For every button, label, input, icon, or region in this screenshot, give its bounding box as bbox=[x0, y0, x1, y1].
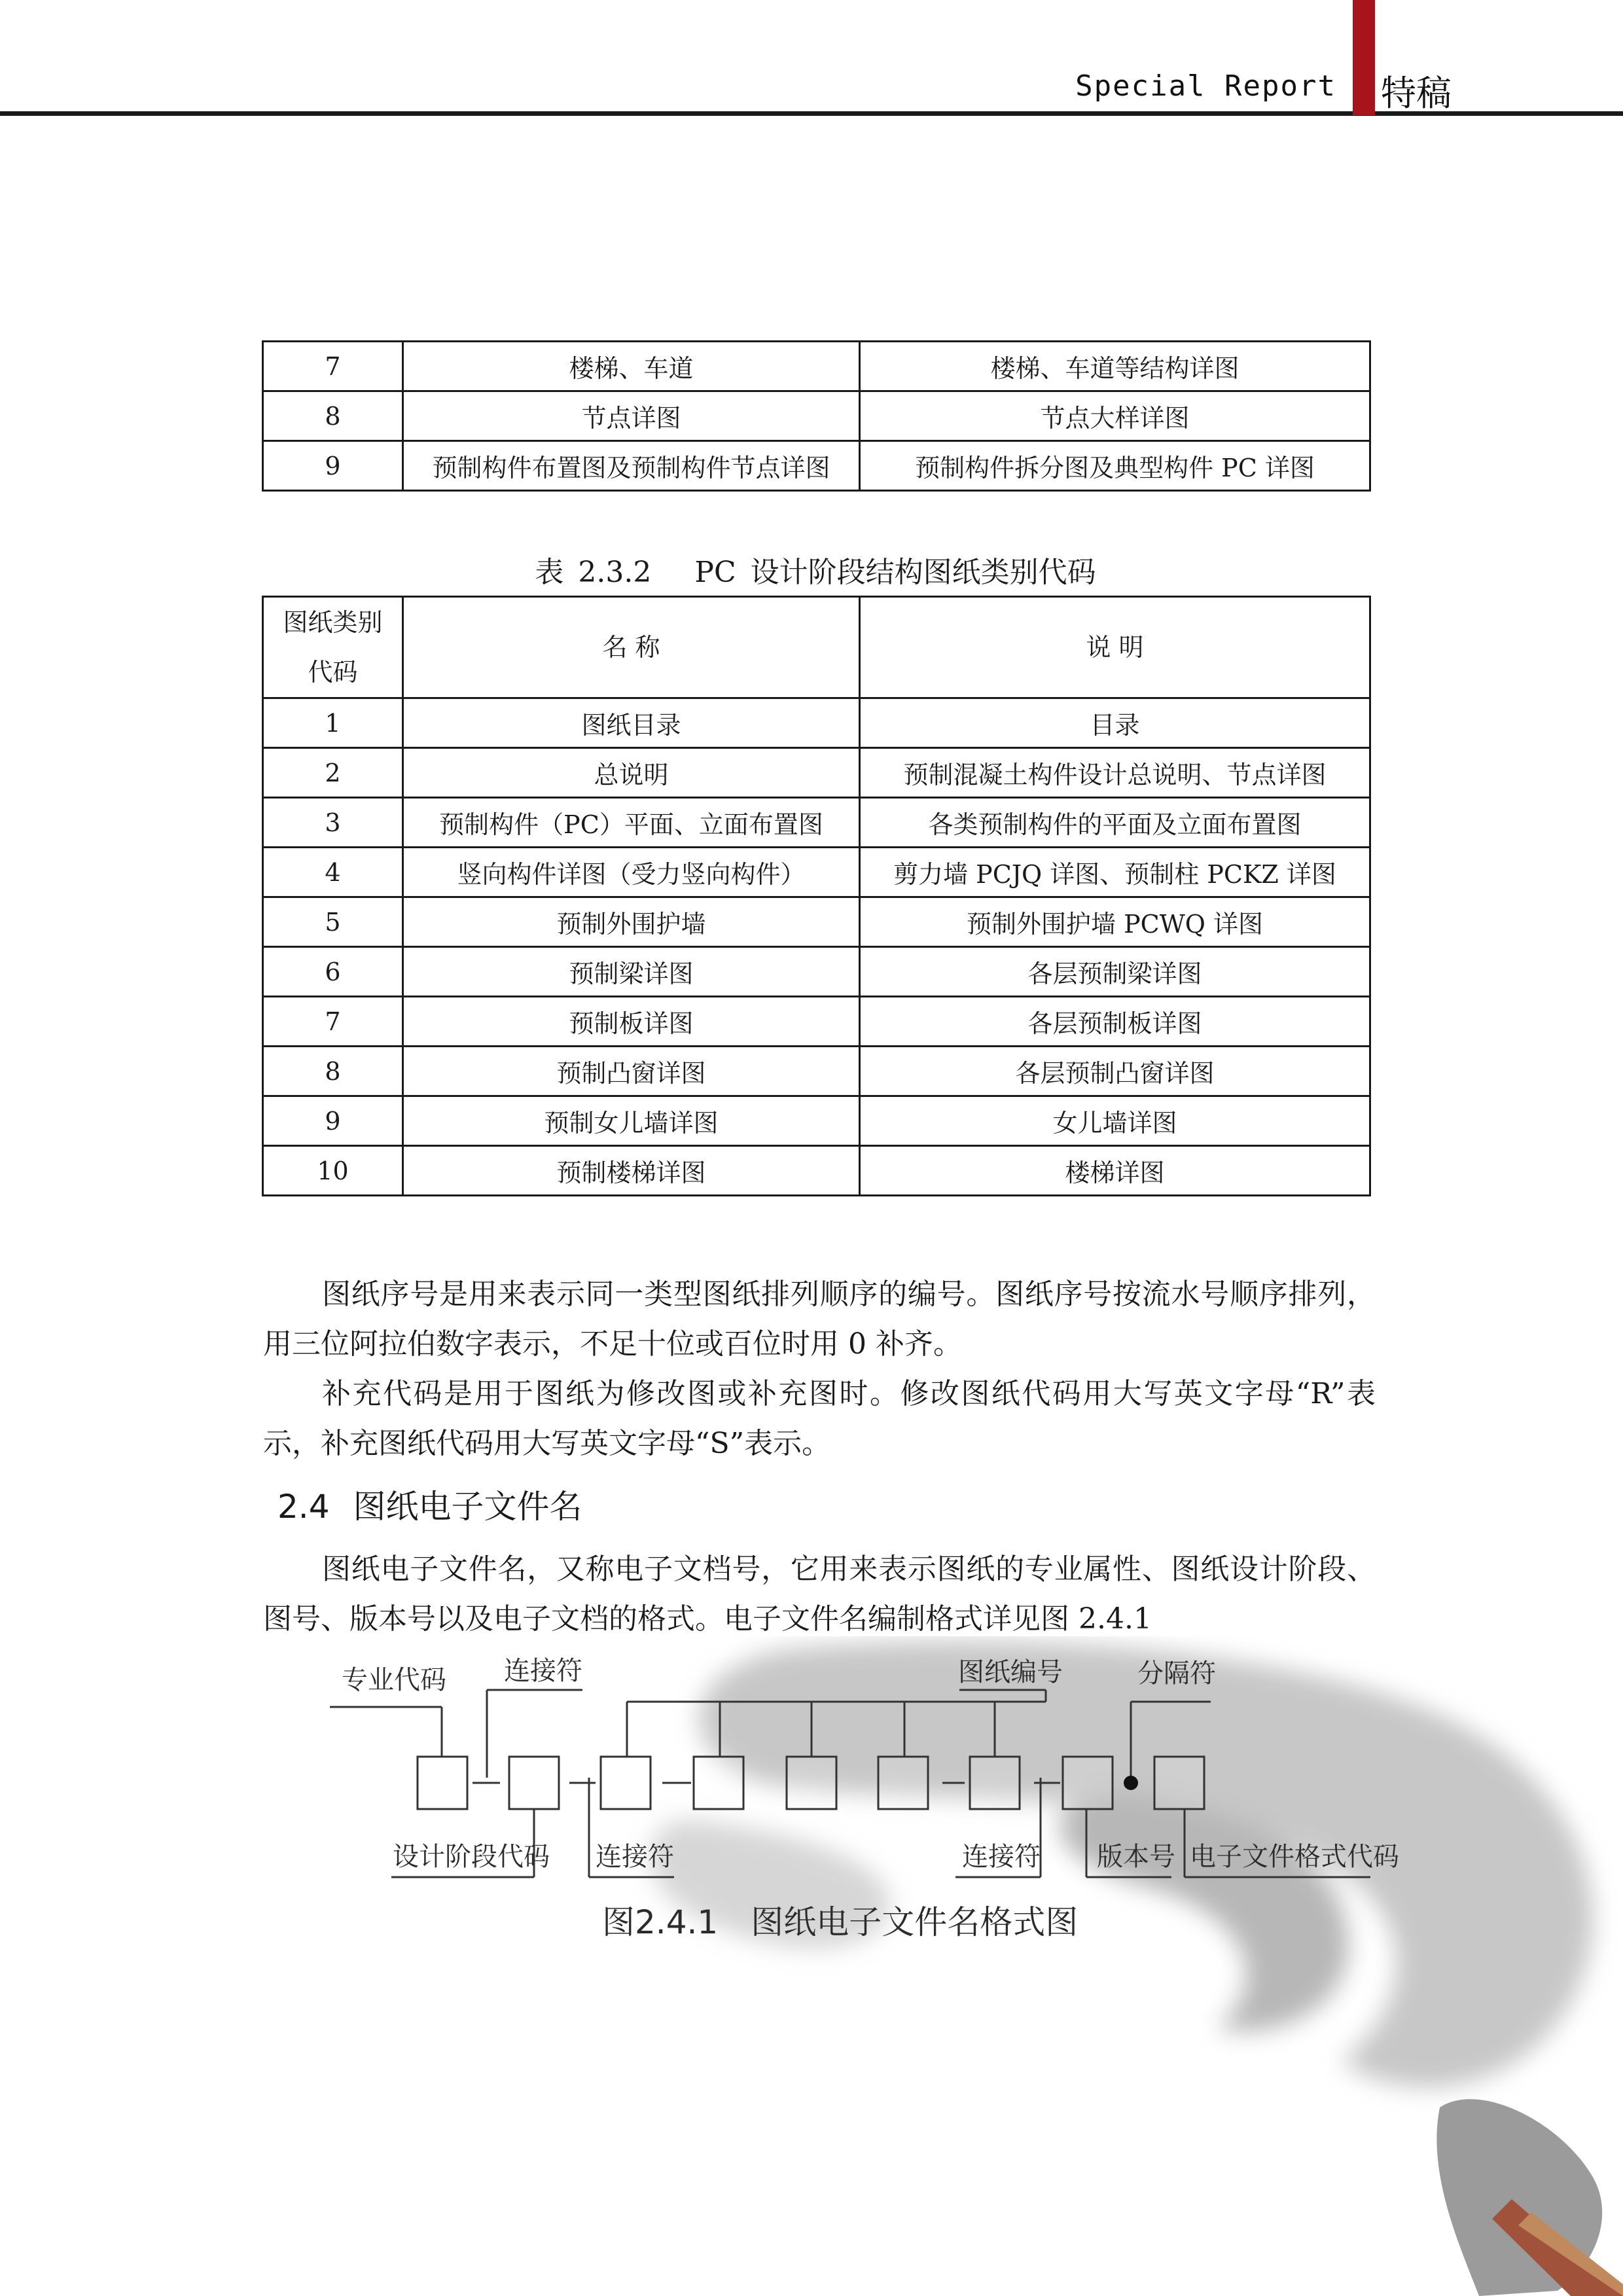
box-profession bbox=[418, 1757, 467, 1809]
table-row bbox=[263, 1146, 1370, 1196]
section-heading bbox=[277, 1480, 582, 1528]
table-cell-code: 5 bbox=[263, 897, 403, 947]
drawing-category-table bbox=[262, 596, 1371, 1196]
table-cell-code: 1 bbox=[263, 698, 403, 748]
paragraph-file-name: 图纸电子文件名，又称电子文档号，它用来表示图纸的专业属性、图纸设计阶段、图号、版本号以及电子文档的格式。电子文件名编制格式详见图 2.4.1 bbox=[263, 1552, 1376, 1636]
label-design-stage-code: 设计阶段代码 bbox=[393, 1842, 550, 1872]
box-design-stage bbox=[509, 1757, 559, 1809]
table-cell-code: 2 bbox=[263, 748, 403, 798]
label-drawing-number: 图纸编号 bbox=[958, 1657, 1063, 1687]
table-cell-desc: 目录 bbox=[860, 698, 1370, 748]
figure-boxes bbox=[418, 1757, 1204, 1809]
table-continued bbox=[262, 340, 1371, 492]
table-row bbox=[263, 1096, 1370, 1146]
table-cell-name: 预制构件布置图及预制构件节点详图 bbox=[403, 441, 860, 491]
header-code-line2: 代码 bbox=[308, 658, 358, 687]
separator-dot bbox=[1124, 1776, 1138, 1790]
table-row bbox=[263, 947, 1370, 997]
table-cell-name: 节点详图 bbox=[403, 391, 860, 441]
header-code-line1: 图纸类别 bbox=[283, 608, 383, 637]
header-cell-desc: 说 明 bbox=[860, 597, 1370, 698]
table-row bbox=[263, 1047, 1370, 1096]
table-row bbox=[263, 848, 1370, 897]
table-header-row bbox=[263, 597, 1370, 698]
table-cell-code: 3 bbox=[263, 798, 403, 848]
paragraph-serial-number: 图纸序号是用来表示同一类型图纸排列顺序的编号。图纸序号按流水号顺序排列，用三位阿拉伯数字表示，不足十位或百位时用 0 补齐。 bbox=[263, 1278, 1376, 1361]
table-cell-desc: 各层预制凸窗详图 bbox=[860, 1047, 1370, 1096]
table-cell-desc: 楼梯、车道等结构详图 bbox=[860, 342, 1370, 391]
label-format-code: 电子文件格式代码 bbox=[1190, 1842, 1399, 1872]
header-rule bbox=[0, 111, 1623, 116]
table-cell-desc: 各类预制构件的平面及立面布置图 bbox=[860, 798, 1370, 848]
table-cell-code: 8 bbox=[263, 391, 403, 441]
paragraph-supplement-code: 补充代码是用于图纸为修改图或补充图时。修改图纸代码用大写英文字母“R”表示，补充图纸代码用大写英文字母“S”表示。 bbox=[263, 1377, 1376, 1460]
label-connector-1: 连接符 bbox=[596, 1842, 674, 1872]
table-cell-desc: 楼梯详图 bbox=[860, 1146, 1370, 1196]
table-row bbox=[263, 441, 1370, 491]
box-version bbox=[1063, 1757, 1113, 1809]
table-row bbox=[263, 748, 1370, 798]
table-cell-name: 预制女儿墙详图 bbox=[403, 1096, 860, 1146]
label-connector-2: 连接符 bbox=[962, 1842, 1041, 1872]
box-drawing-2 bbox=[694, 1757, 743, 1809]
header-english: Special Report bbox=[1075, 69, 1336, 103]
table-cell-code: 4 bbox=[263, 848, 403, 897]
table-cell-name: 预制板详图 bbox=[403, 997, 860, 1047]
table-cell-code: 6 bbox=[263, 947, 403, 997]
table-cell-name: 预制楼梯详图 bbox=[403, 1146, 860, 1196]
table-cell-code: 10 bbox=[263, 1146, 403, 1196]
table-cell-code: 9 bbox=[263, 1096, 403, 1146]
table-cell-name: 总说明 bbox=[403, 748, 860, 798]
table-row bbox=[263, 997, 1370, 1047]
table-cell-name: 竖向构件详图（受力竖向构件） bbox=[403, 848, 860, 897]
table-cell-name: 预制构件（PC）平面、立面布置图 bbox=[403, 798, 860, 848]
table-cell-desc: 剪力墙 PCJQ 详图、预制柱 PCKZ 详图 bbox=[860, 848, 1370, 897]
figure-caption: 图2.4.1 图纸电子文件名格式图 bbox=[602, 1903, 1079, 1941]
section-title: 图纸电子文件名 bbox=[353, 1488, 582, 1526]
table-cell-code: 9 bbox=[263, 441, 403, 491]
section-number: 2.4 bbox=[277, 1488, 330, 1526]
table-row bbox=[263, 698, 1370, 748]
table-cell-desc: 女儿墙详图 bbox=[860, 1096, 1370, 1146]
box-drawing-3 bbox=[787, 1757, 836, 1809]
table-cell-name: 楼梯、车道 bbox=[403, 342, 860, 391]
table-cell-desc: 预制混凝土构件设计总说明、节点详图 bbox=[860, 748, 1370, 798]
table-row bbox=[263, 391, 1370, 441]
table-cell-name: 预制梁详图 bbox=[403, 947, 860, 997]
box-drawing-1 bbox=[601, 1757, 651, 1809]
brush-decoration bbox=[1436, 2099, 1623, 2296]
box-format bbox=[1154, 1757, 1204, 1809]
table-cell-desc: 预制外围护墙 PCWQ 详图 bbox=[860, 897, 1370, 947]
header-cell-name: 名 称 bbox=[403, 597, 860, 698]
table-cell-name: 预制凸窗详图 bbox=[403, 1047, 860, 1096]
table-row bbox=[263, 342, 1370, 391]
file-name-format-figure bbox=[0, 1636, 1623, 2296]
header-cell-code bbox=[263, 597, 403, 698]
table-cell-code: 7 bbox=[263, 342, 403, 391]
label-separator: 分隔符 bbox=[1137, 1659, 1216, 1689]
table-cell-desc: 各层预制梁详图 bbox=[860, 947, 1370, 997]
table-cell-name: 预制外围护墙 bbox=[403, 897, 860, 947]
table-caption: 表 2.3.2 PC 设计阶段结构图纸类别代码 bbox=[535, 556, 1096, 589]
table-cell-desc: 各层预制板详图 bbox=[860, 997, 1370, 1047]
header-red-tab bbox=[1353, 0, 1375, 115]
header-chinese: 特稿 bbox=[1381, 73, 1452, 114]
table-cell-code: 7 bbox=[263, 997, 403, 1047]
box-drawing-5 bbox=[970, 1757, 1020, 1809]
table-cell-desc: 节点大样详图 bbox=[860, 391, 1370, 441]
label-version: 版本号 bbox=[1097, 1842, 1175, 1872]
label-connector-top: 连接符 bbox=[504, 1656, 582, 1686]
table-cell-desc: 预制构件拆分图及典型构件 PC 详图 bbox=[860, 441, 1370, 491]
box-drawing-4 bbox=[878, 1757, 928, 1809]
table-cell-name: 图纸目录 bbox=[403, 698, 860, 748]
table-row bbox=[263, 897, 1370, 947]
label-profession-code: 专业代码 bbox=[342, 1665, 446, 1695]
table-row bbox=[263, 798, 1370, 848]
table-cell-code: 8 bbox=[263, 1047, 403, 1096]
